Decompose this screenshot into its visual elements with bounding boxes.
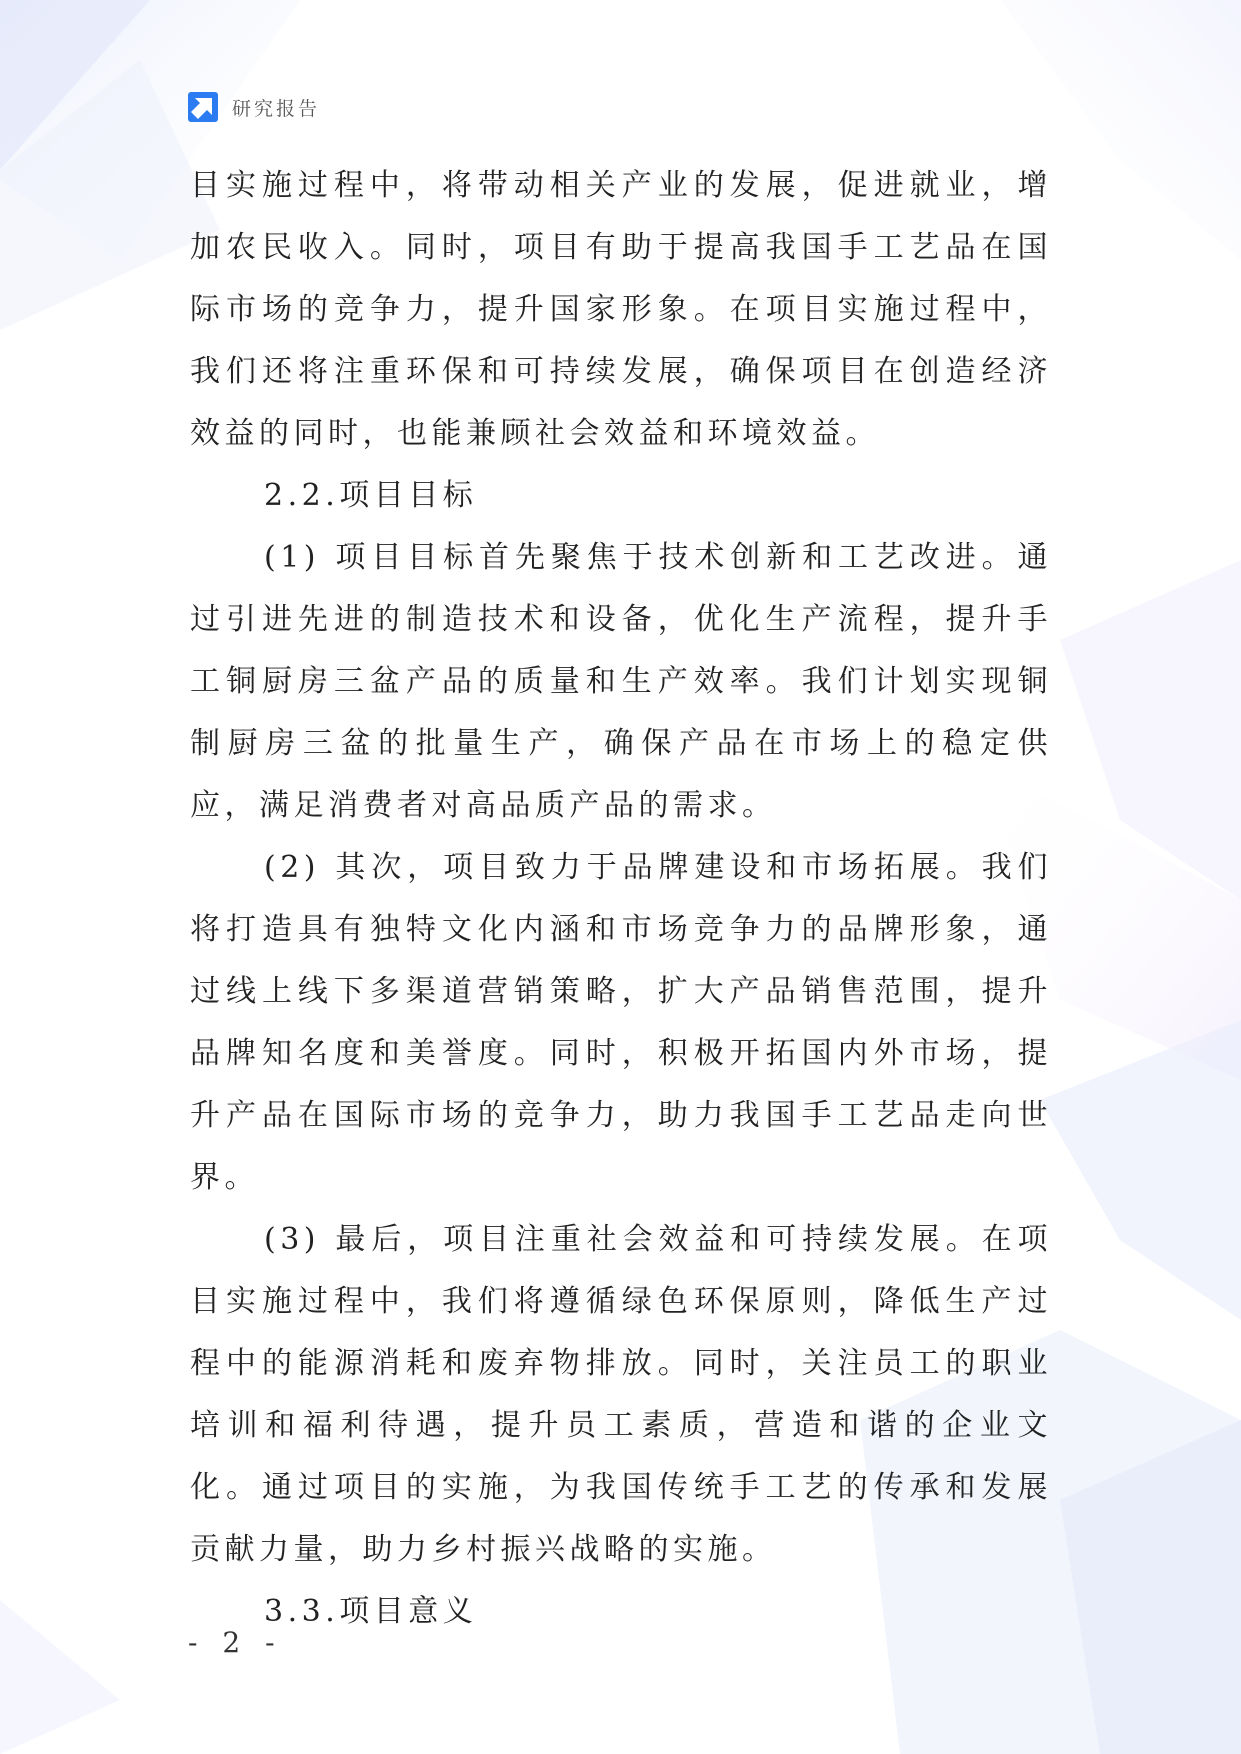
paragraph-goal-1: (1) 项目目标首先聚焦于技术创新和工艺改进。通过引进先进的制造技术和设备，优化生产流程，提升手工铜厨房三盆产品的质量和生产效率。我们计划实现铜制厨房三盆的批量生产，确保产品在市场上的稳定供应，满足消费者对高品质产品的需求。 [190,540,1052,823]
arrow-up-right-icon [186,90,220,124]
paragraph-goal-3: (3) 最后，项目注重社会效益和可持续发展。在项目实施过程中，我们将遵循绿色环保原则，降低生产过程中的能源消耗和废弃物排放。同时，关注员工的职业培训和福利待遇，提升员工素质，营造和谐的企业文化。通过项目的实施，为我国传统手工艺的传承和发展贡献力量，助力乡村振兴战略的实施。 [190,1222,1052,1567]
paragraph-continuation: 目实施过程中，将带动相关产业的发展，促进就业，增加农民收入。同时，项目有助于提高我国手工艺品在国际市场的竞争力，提升国家形象。在项目实施过程中，我们还将注重环保和可持续发展，确保项目在创造经济效益的同时，也能兼顾社会效益和环境效益。 [190,168,1052,451]
page-header [186,90,320,124]
header-label: 研究报告 [232,97,321,120]
page-number: - 2 - [188,1626,283,1659]
section-heading-3-3: 3.3.项目意义 [264,1594,478,1629]
document-body [190,155,1052,1643]
paragraph-goal-2: (2) 其次，项目致力于品牌建设和市场拓展。我们将打造具有独特文化内涵和市场竞争力的品牌形象，通过线上线下多渠道营销策略，扩大产品销售范围，提升品牌知名度和美誉度。同时，积极开拓国内外市场，提升产品在国际市场的竞争力，助力我国手工艺品走向世界。 [190,850,1052,1195]
section-heading-2-2: 2.2.项目目标 [264,478,478,513]
